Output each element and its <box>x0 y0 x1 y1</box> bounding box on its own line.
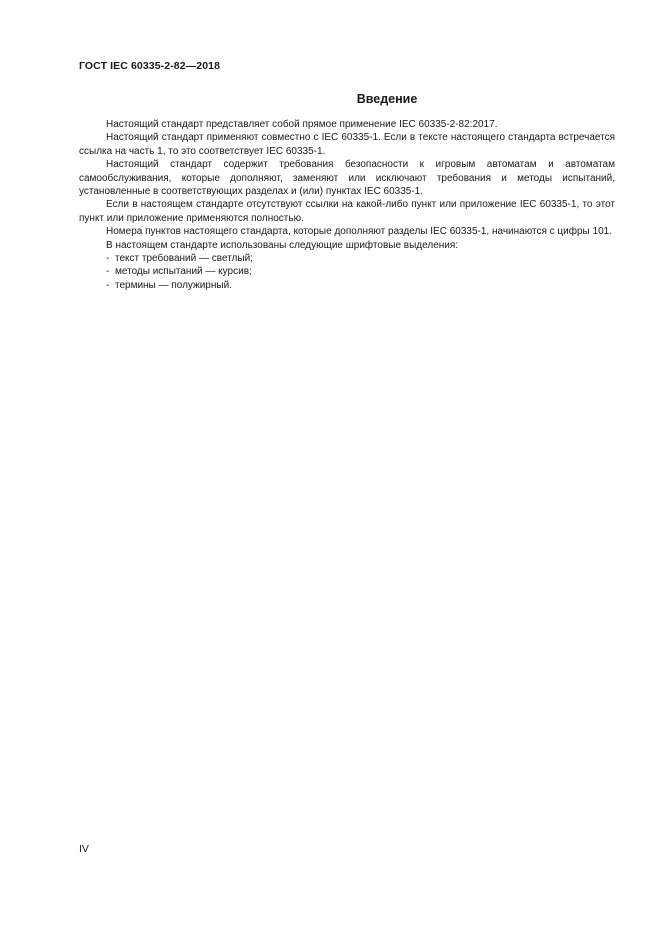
section-title: Введение <box>356 92 418 106</box>
paragraph: Настоящий стандарт представляет собой прямое применение IEC 60335-2-82:2017. <box>106 119 498 130</box>
emphasis-list <box>79 252 615 292</box>
list-item <box>79 265 615 278</box>
paragraph: Если в настоящем стандарте отсутствуют ссылки на какой-либо пункт или приложение IEC 60335-1, то этот пункт или приложение применяются полностью. <box>79 199 615 224</box>
paragraph: Настоящий стандарт содержит требования безопасности к игровым автоматам и автоматам самообслуживания, которые дополняют, заменяют или исключают требования и методы испытаний, установленные в соответствующих разделах и (или) пунктах IEC 60335-1. <box>79 159 615 198</box>
paragraph: Настоящий стандарт применяют совместно с IEC 60335-1. Если в тексте настоящего стандарта встречается ссылка на часть 1, то это соответствует IEC 60335-1. <box>79 132 615 157</box>
list-item <box>79 252 615 265</box>
list-item <box>79 279 615 292</box>
document-header: ГОСТ IEC 60335-2-82—2018 <box>79 60 221 72</box>
list-item-text: термины — полужирный. <box>115 279 232 291</box>
list-item-text: текст требований — светлый; <box>115 253 253 265</box>
paragraph: Номера пунктов настоящего стандарта, которые дополняют разделы IEC 60335-1, начинаются с цифры 101. <box>106 226 612 238</box>
list-marker: - <box>106 279 110 291</box>
body-text <box>79 118 615 292</box>
list-item-text: методы испытаний — курсив; <box>115 266 252 278</box>
paragraph: В настоящем стандарте использованы следующие шрифтовые выделения: <box>106 239 459 251</box>
list-marker: - <box>106 266 110 278</box>
list-marker: - <box>106 253 110 265</box>
page-number: IV <box>79 843 89 855</box>
